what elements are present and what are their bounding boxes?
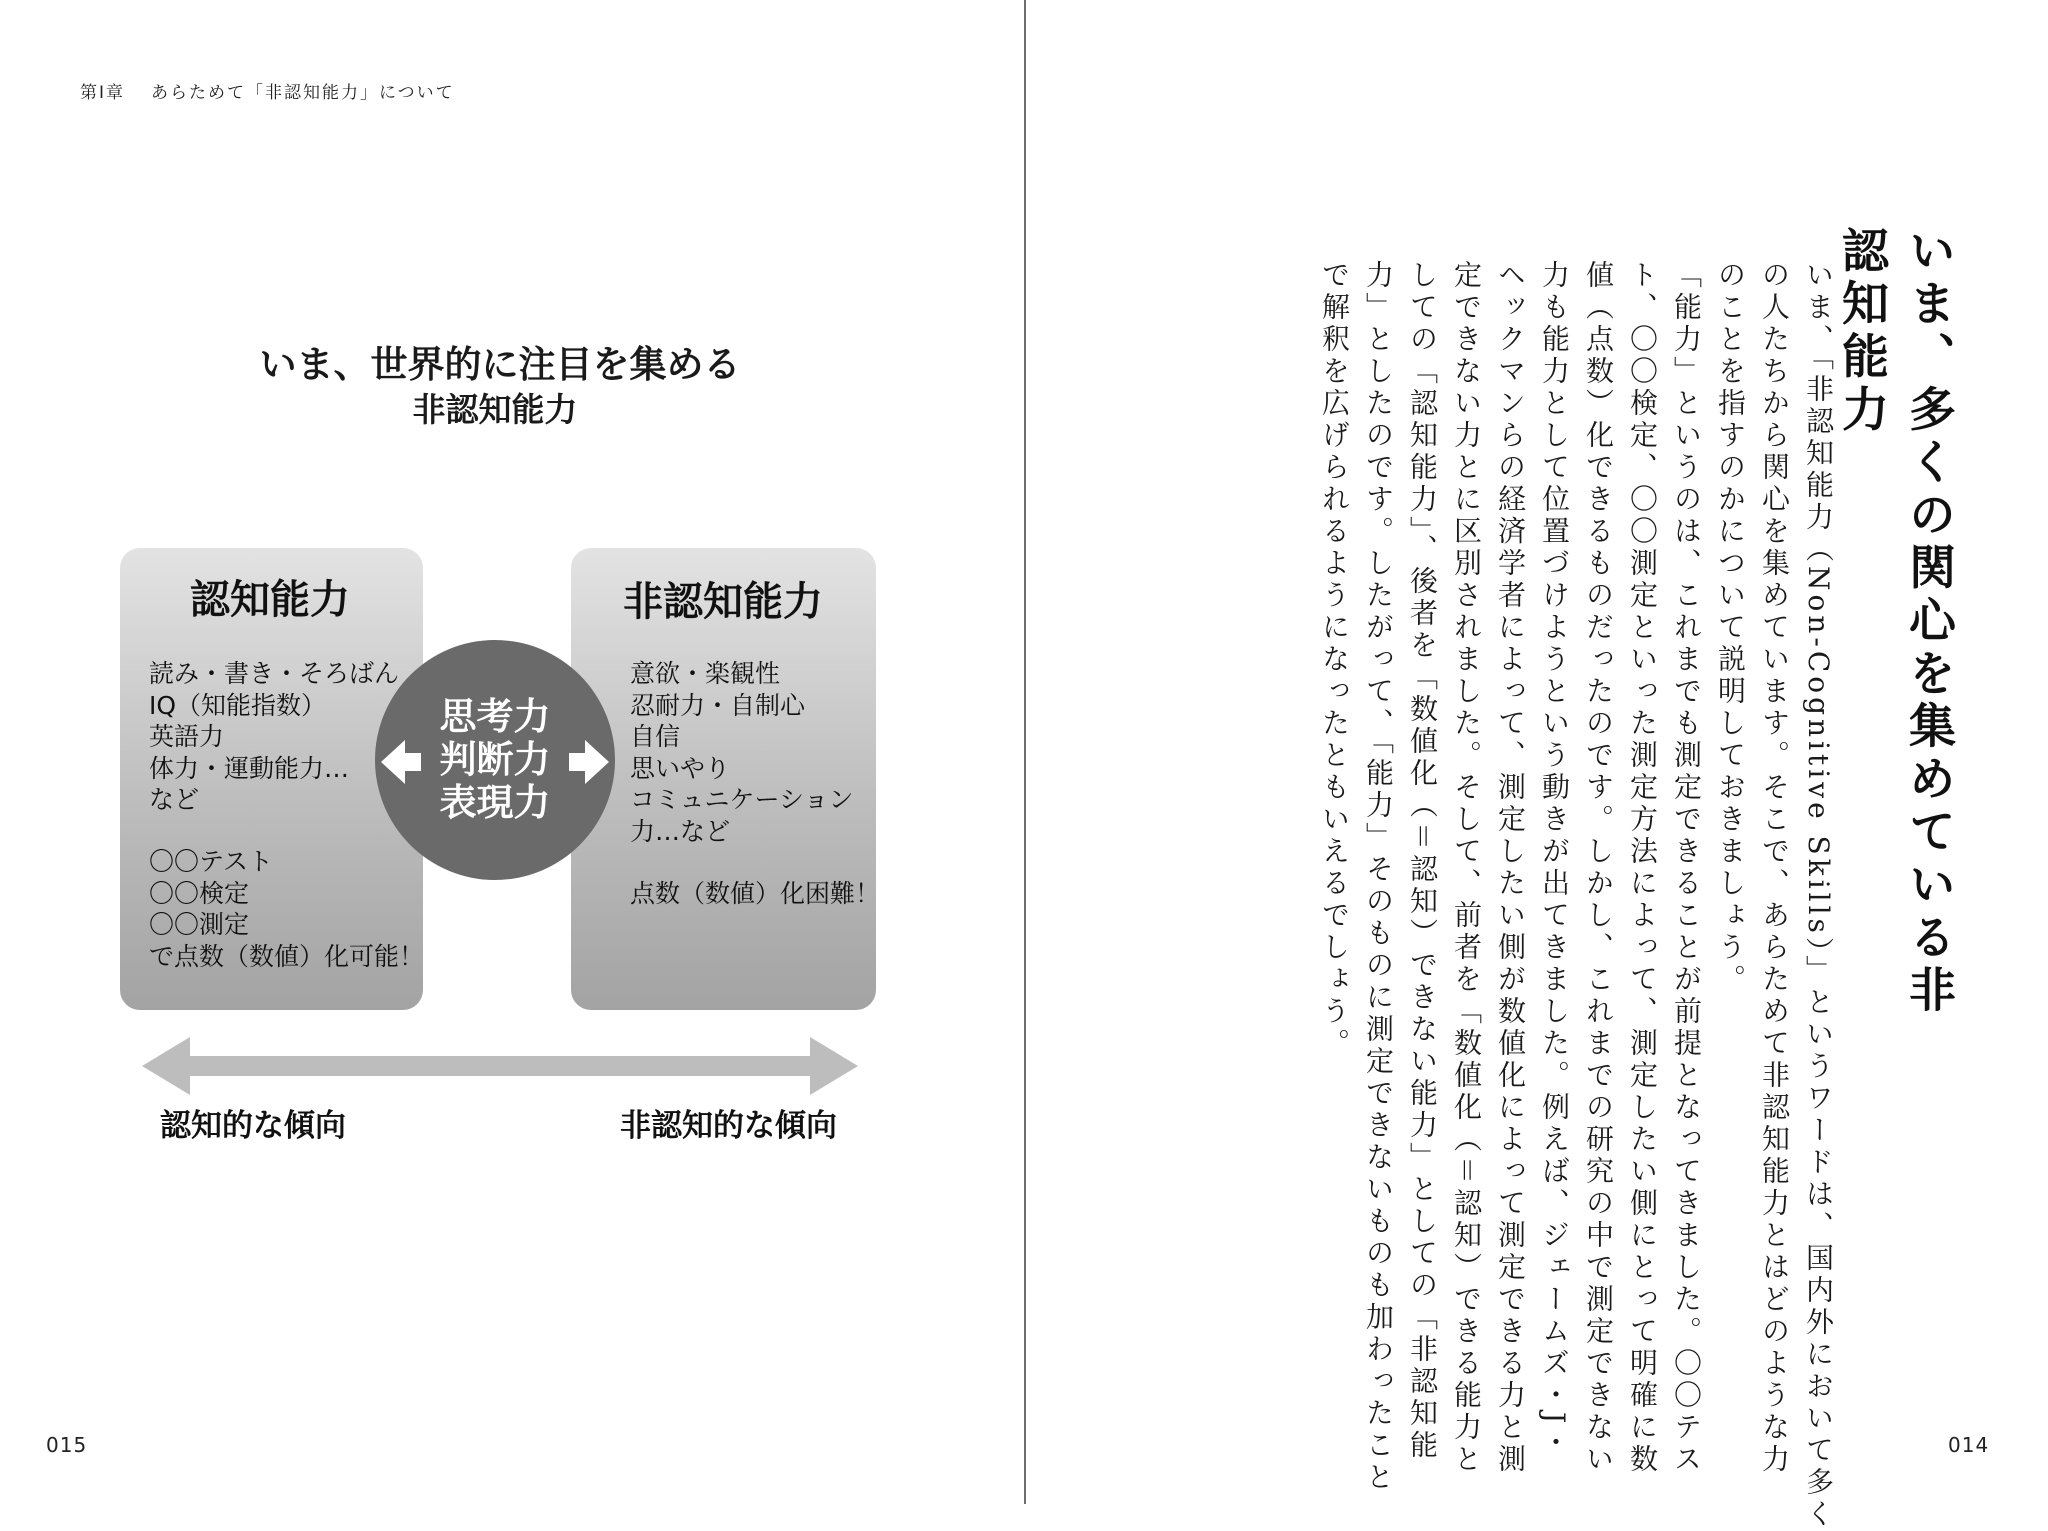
body-line: 定できない力とに区別されました。そして、前者を「数値化（＝認知）できる能力と <box>1450 260 1483 1477</box>
non-cognitive-tendency-label: 非認知的な傾向 <box>620 1108 837 1144</box>
cognitive-box-title: 認知能力 <box>190 577 350 623</box>
body-line: の人たちから関心を集めています。そこで、あらためて非認知能力とはどのような力 <box>1758 260 1791 1476</box>
section-heading: いま、多くの関心を集めている非認知能力 <box>1834 226 1956 1018</box>
left-page <box>0 0 1024 1504</box>
list-item: 読み・書き・そろばん <box>149 659 400 688</box>
list-item: 思いやり <box>630 753 731 783</box>
body-line: 「能力」というのは、これまでも測定できることが前提となってきました。〇〇テス <box>1670 260 1703 1476</box>
list-item: 忍耐力・自制心 <box>630 690 806 720</box>
body-line: で解釈を広げられるようになったともいえるでしょう。 <box>1318 260 1351 1060</box>
list-item: 英語力 <box>149 722 225 751</box>
list-item: コミュニケーション <box>630 785 854 814</box>
body-line: のことを指すのかについて説明しておきましょう。 <box>1714 260 1747 996</box>
page-number: 015 <box>46 1433 88 1457</box>
center-skill: 判断力 <box>439 738 551 781</box>
center-skill: 表現力 <box>439 781 551 824</box>
body-line: いま、「非認知能力（Non-Cognitive Skills）」というワードは、国内外において多く <box>1802 260 1835 1531</box>
figure-subtitle: 非認知能力 <box>412 390 578 429</box>
center-skill: 思考力 <box>439 695 551 738</box>
chapter-title: あらためて「非認知能力」について <box>151 83 455 103</box>
body-line: 力も能力として位置づけようという動きが出てきました。例えば、ジェームズ・J・ <box>1538 260 1571 1460</box>
list-item: 〇〇測定 <box>149 910 250 939</box>
list-item: 〇〇検定 <box>149 878 250 908</box>
body-line: ヘックマンらの経済学者によって、測定したい側が数値化によって測定できる力と測 <box>1494 260 1527 1476</box>
chapter-label: 第Ⅰ章 <box>80 83 126 103</box>
body-line: 値（点数）化できるものだったのです。しかし、これまでの研究の中で測定できない <box>1582 260 1615 1476</box>
body-line: しての「認知能力」、後者を「数値化（＝認知）できない能力」としての「非認知能 <box>1406 260 1439 1463</box>
list-item: 点数（数値）化困難！ <box>630 879 881 908</box>
page-number: 014 <box>1948 1433 1990 1457</box>
list-item: で点数（数値）化可能！ <box>149 941 425 971</box>
list-item: 体力・運動能力… <box>149 753 350 783</box>
figure-title: いま、世界的に注目を集める <box>259 343 741 386</box>
non-cognitive-box-title: 非認知能力 <box>623 579 823 625</box>
list-item: 力…など <box>630 816 731 846</box>
list-item: 意欲・楽観性 <box>630 659 781 688</box>
body-line: ト、〇〇検定、〇〇測定といった測定方法によって、測定したい側にとって明確に数 <box>1626 260 1659 1476</box>
list-item: 〇〇テスト <box>149 847 274 876</box>
list-item: IQ（知能指数） <box>149 690 327 720</box>
list-item: 自信 <box>630 722 681 751</box>
cognitive-tendency-label: 認知的な傾向 <box>160 1108 346 1144</box>
tendency-arrow-icon <box>0 0 1024 1504</box>
right-page <box>1026 0 2048 1531</box>
body-line: 力」としたのです。したがって、「能力」そのものに測定できないものも加わったこと <box>1362 260 1395 1494</box>
list-item: など <box>149 785 200 814</box>
